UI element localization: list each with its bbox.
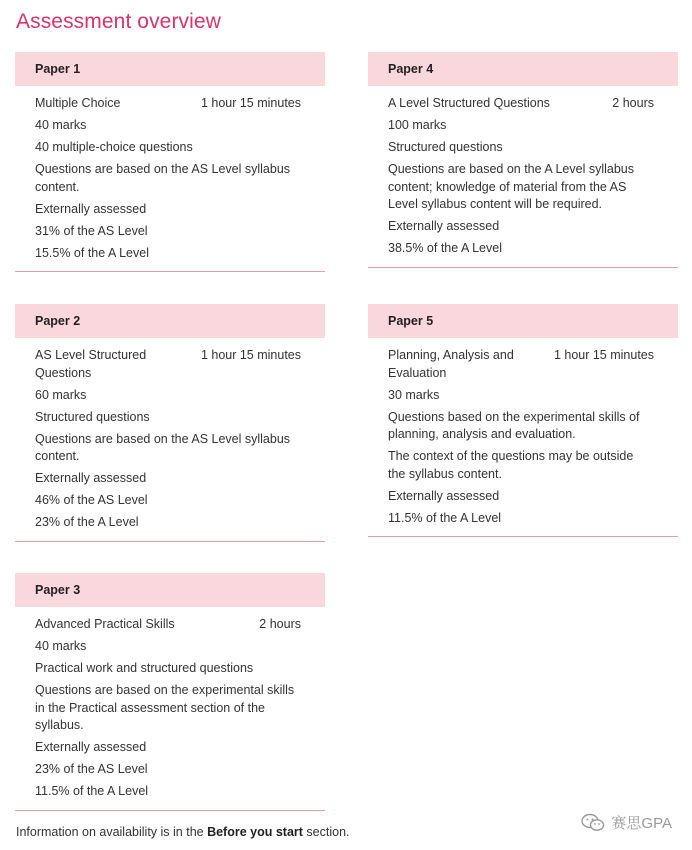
paper-detail: 40 marks bbox=[35, 118, 87, 132]
paper-detail: 40 marks bbox=[35, 639, 87, 653]
paper-name: AS Level Structured Questions bbox=[35, 348, 147, 380]
paper-heading: Paper 1 bbox=[15, 52, 325, 86]
paper-card-1 bbox=[15, 52, 325, 272]
paper-detail: Questions are based on the experimental skills in the Practical assessment section of the syllabus. bbox=[35, 683, 295, 732]
paper-duration: 1 hour 15 minutes bbox=[553, 348, 654, 362]
paper-body bbox=[368, 86, 678, 267]
paper-name: Advanced Practical Skills bbox=[35, 617, 175, 631]
watermark bbox=[581, 812, 672, 833]
paper-heading: Paper 2 bbox=[15, 304, 325, 338]
footer-suffix: section. bbox=[302, 825, 350, 839]
paper-detail: The context of the questions may be outside the syllabus content. bbox=[388, 449, 634, 481]
paper-detail: 38.5% of the A Level bbox=[388, 241, 502, 255]
paper-card-2 bbox=[15, 304, 325, 542]
footer-prefix: Information on availability is in the bbox=[16, 825, 208, 839]
paper-detail: 15.5% of the A Level bbox=[35, 245, 149, 260]
paper-heading: Paper 3 bbox=[15, 573, 325, 607]
wechat-icon bbox=[581, 813, 605, 833]
paper-card-5 bbox=[368, 304, 678, 537]
paper-duration: 1 hour 15 minutes bbox=[200, 96, 301, 110]
paper-detail: Externally assessed bbox=[35, 471, 147, 485]
paper-card-4 bbox=[368, 52, 678, 268]
paper-detail: Questions are based on the A Level syllabus content; knowledge of material from the AS Level syllabus content will be required. bbox=[388, 162, 634, 211]
paper-detail: 46% of the AS Level bbox=[35, 493, 148, 507]
paper-body bbox=[15, 607, 325, 810]
page-title: Assessment overview bbox=[16, 10, 221, 33]
footer-bold: Before you start bbox=[207, 825, 303, 839]
paper-detail: Questions are based on the AS Level syllabus content. bbox=[35, 431, 291, 463]
paper-detail: 40 multiple-choice questions bbox=[35, 140, 193, 154]
paper-detail: 30 marks bbox=[388, 387, 440, 402]
paper-detail: 23% of the A Level bbox=[35, 515, 139, 529]
paper-detail: Questions based on the experimental skills of planning, analysis and evaluation. bbox=[388, 409, 640, 441]
paper-heading: Paper 4 bbox=[368, 52, 678, 86]
paper-body bbox=[15, 86, 325, 271]
availability-note bbox=[16, 825, 350, 839]
paper-detail: Externally assessed bbox=[35, 740, 147, 754]
paper-detail: 31% of the AS Level bbox=[35, 223, 148, 238]
paper-detail: 23% of the AS Level bbox=[35, 762, 148, 776]
paper-detail: 100 marks bbox=[388, 118, 447, 132]
paper-heading: Paper 5 bbox=[368, 304, 678, 338]
paper-detail: Questions are based on the AS Level syllabus content. bbox=[35, 162, 291, 194]
paper-body bbox=[15, 338, 325, 541]
paper-name: A Level Structured Questions bbox=[388, 96, 550, 110]
paper-duration: 2 hours bbox=[259, 617, 301, 631]
paper-body bbox=[368, 338, 678, 536]
paper-detail: Structured questions bbox=[388, 140, 503, 154]
paper-detail: Externally assessed bbox=[35, 201, 147, 216]
paper-name: Multiple Choice bbox=[35, 96, 121, 110]
paper-duration: 1 hour 15 minutes bbox=[200, 348, 301, 362]
paper-name: Planning, Analysis and Evaluation bbox=[388, 348, 514, 380]
paper-detail: Externally assessed bbox=[388, 219, 500, 233]
paper-detail: Practical work and structured questions bbox=[35, 661, 254, 675]
paper-card-3 bbox=[15, 573, 325, 811]
watermark-text: 赛思GPA bbox=[611, 815, 672, 832]
paper-detail: 11.5% of the A Level bbox=[388, 510, 502, 525]
paper-detail: 60 marks bbox=[35, 387, 87, 402]
paper-detail: Structured questions bbox=[35, 409, 150, 424]
paper-detail: Externally assessed bbox=[388, 488, 500, 503]
paper-detail: 11.5% of the A Level bbox=[35, 784, 149, 798]
paper-duration: 2 hours bbox=[612, 96, 654, 110]
